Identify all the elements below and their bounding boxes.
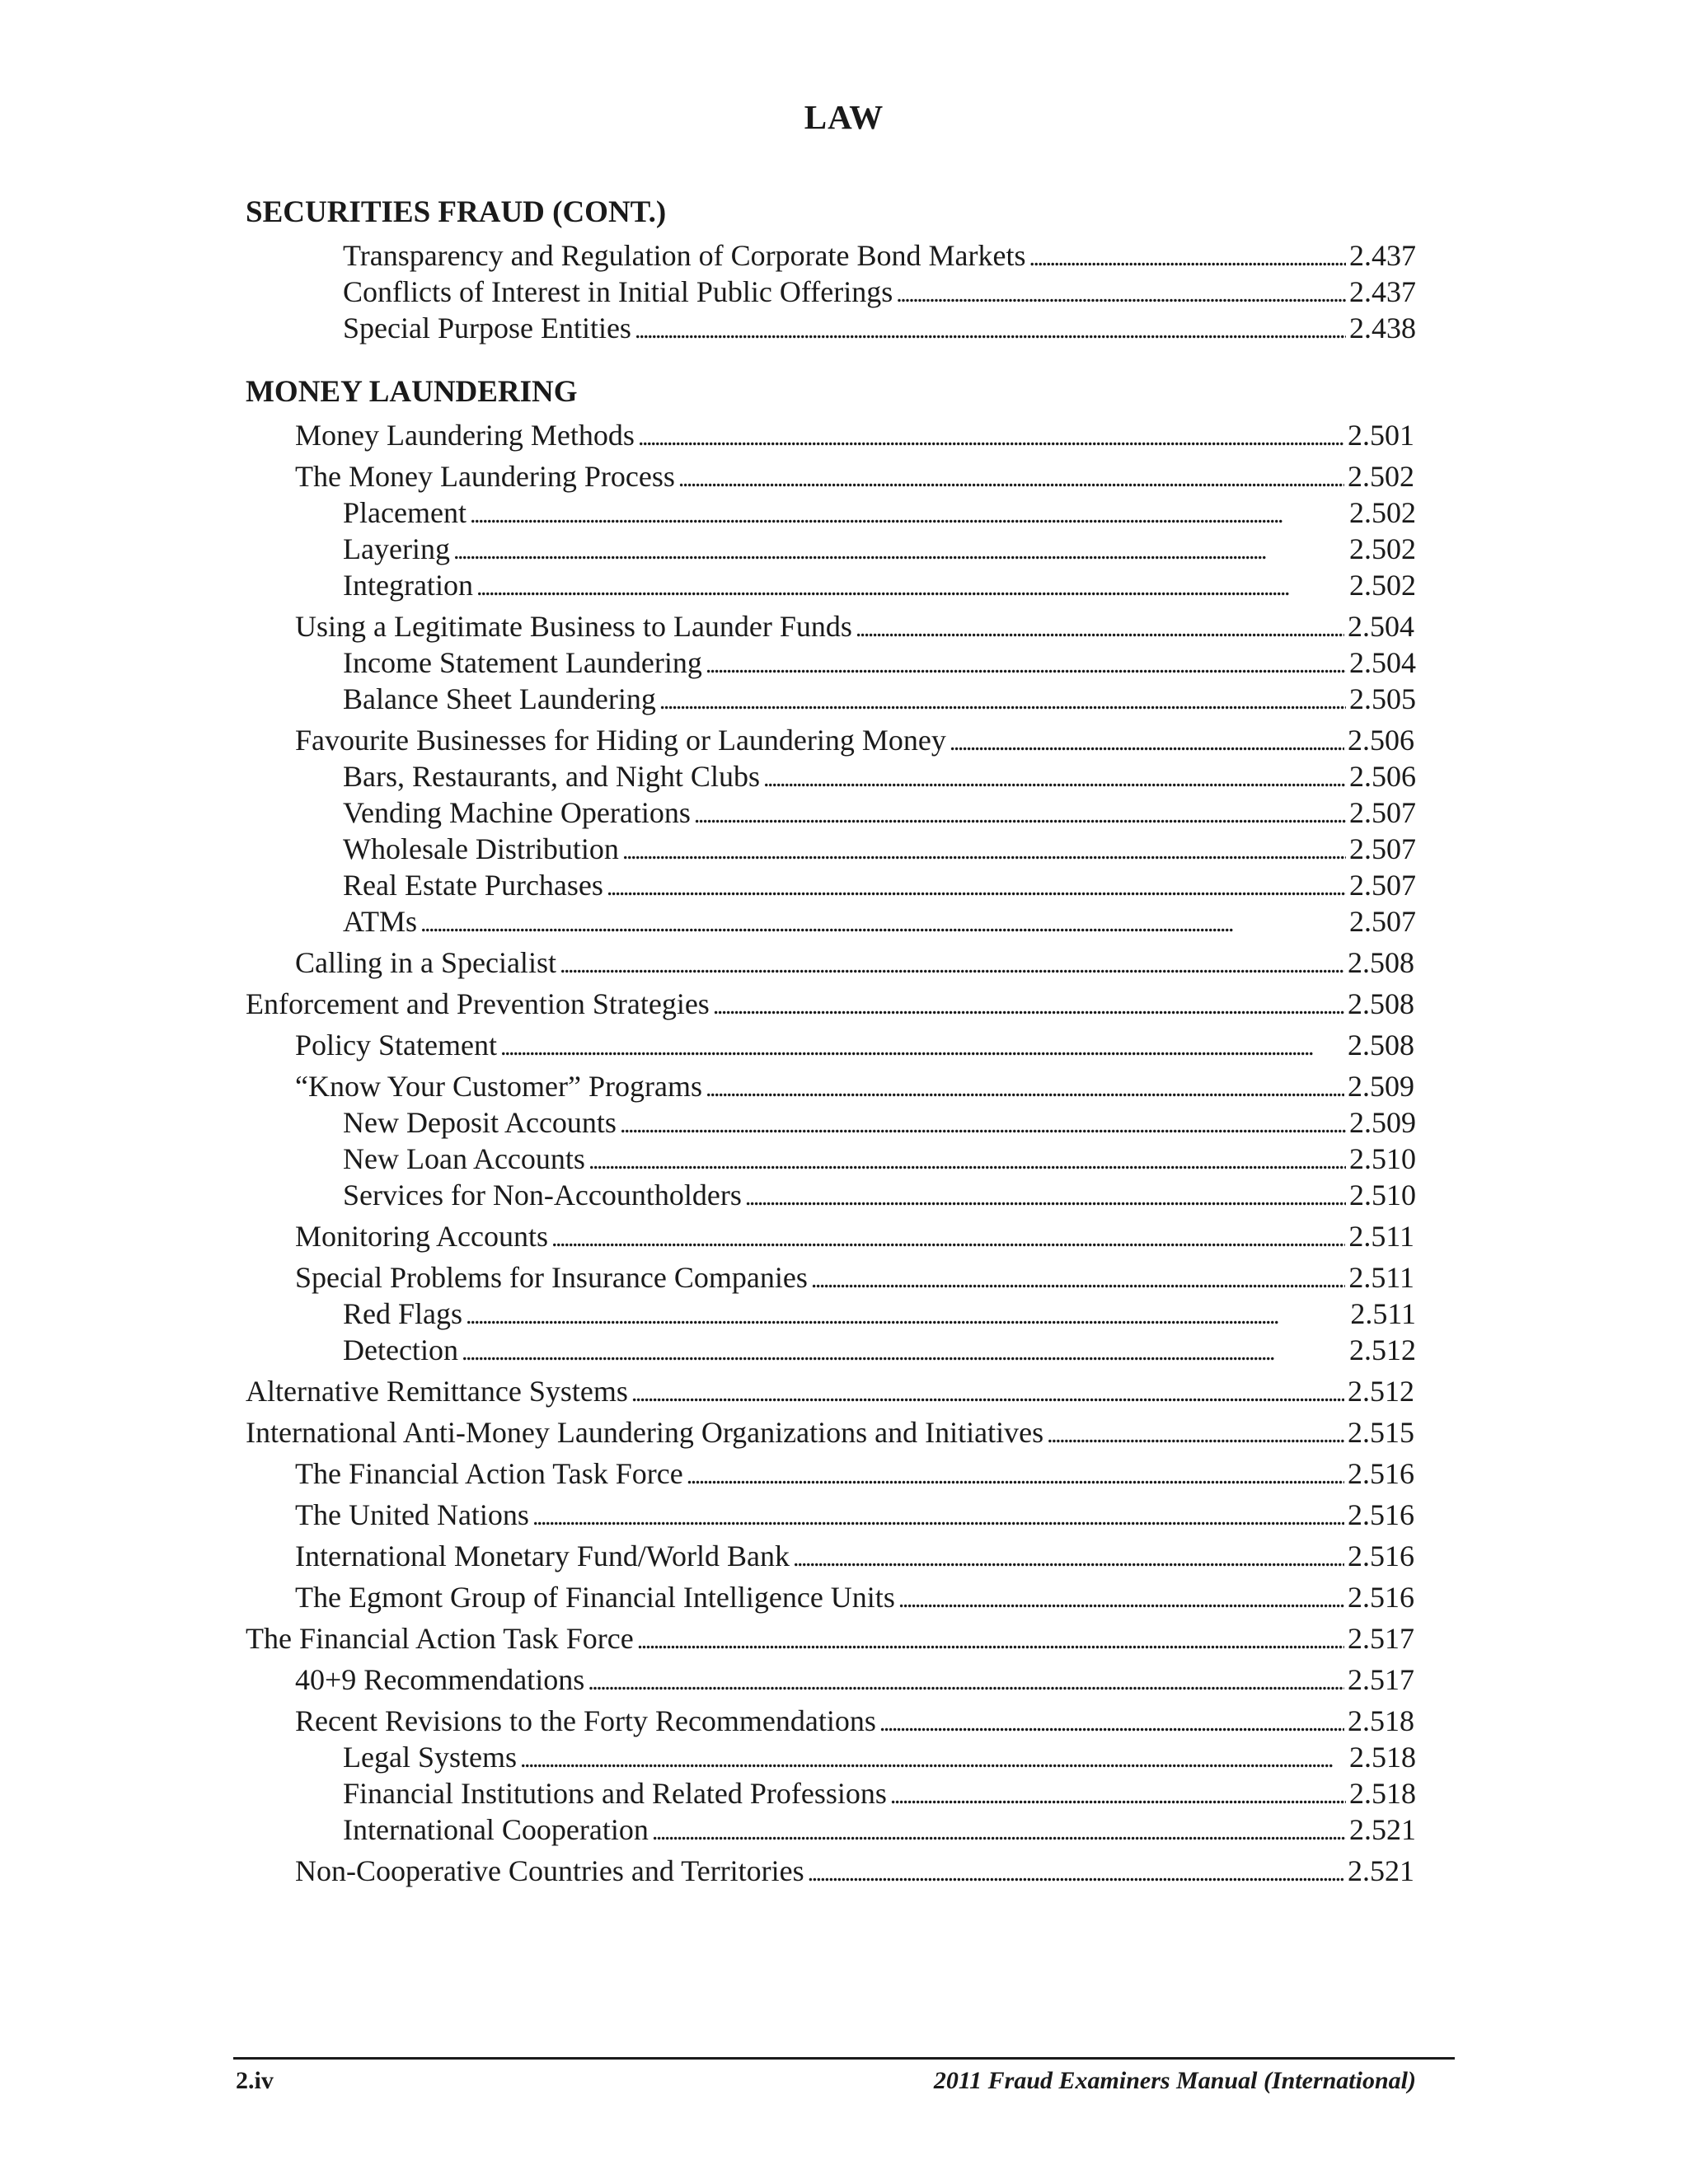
toc-entry-page: 2.518 — [1348, 1704, 1414, 1737]
footer-page-number: 2.iv — [236, 2067, 274, 2094]
toc-entry[interactable] — [295, 458, 1414, 494]
toc-entry-page: 2.521 — [1349, 1813, 1416, 1846]
toc-entry-page: 2.507 — [1349, 905, 1416, 938]
dot-leader — [551, 1218, 1345, 1257]
toc-entry[interactable] — [343, 531, 1414, 567]
toc-entry-page: 2.515 — [1348, 1416, 1414, 1449]
dot-leader — [462, 1332, 1346, 1371]
toc-entry[interactable] — [295, 1455, 1414, 1492]
toc-entry-page: 2.512 — [1348, 1375, 1414, 1408]
dot-leader — [898, 1579, 1344, 1618]
toc-entry-page: 2.502 — [1349, 569, 1416, 602]
footer-manual-title: 2011 Fraud Examiners Manual (International) — [933, 2067, 1416, 2094]
toc-entry[interactable] — [343, 310, 1414, 346]
toc-entry[interactable] — [295, 722, 1414, 758]
footer-divider — [233, 2057, 1455, 2060]
toc-entry-page: 2.516 — [1348, 1498, 1414, 1531]
toc-entry[interactable] — [343, 1141, 1414, 1177]
dot-leader — [687, 1455, 1344, 1494]
toc-entry-title: International Cooperation — [343, 1813, 649, 1846]
toc-entry-page: 2.509 — [1348, 1070, 1414, 1103]
dot-leader — [637, 1620, 1344, 1659]
toc-entry-page: 2.505 — [1349, 682, 1416, 715]
toc-entry-page: 2.506 — [1349, 760, 1416, 793]
toc-entry[interactable] — [295, 1027, 1414, 1063]
toc-entry-title: Legal Systems — [343, 1741, 517, 1774]
toc-entry-title: “Know Your Customer” Programs — [295, 1070, 702, 1103]
toc-entry-page: 2.510 — [1349, 1142, 1416, 1175]
dot-leader — [652, 1811, 1346, 1850]
toc-entry-page: 2.518 — [1349, 1741, 1416, 1774]
dot-leader — [896, 274, 1346, 312]
dot-leader — [622, 831, 1346, 869]
toc-entry-title: Detection — [343, 1333, 458, 1366]
toc-entry[interactable] — [295, 1853, 1414, 1889]
dot-leader — [1047, 1414, 1344, 1453]
toc-entry-page: 2.518 — [1349, 1777, 1416, 1810]
toc-entry[interactable] — [295, 1703, 1414, 1739]
dot-leader — [638, 417, 1344, 456]
toc-entry[interactable] — [343, 567, 1414, 603]
toc-entry[interactable] — [343, 1811, 1414, 1848]
toc-entry-title: Money Laundering Methods — [295, 419, 635, 452]
dot-leader — [607, 867, 1346, 906]
page-title: LAW — [804, 98, 884, 136]
dot-leader — [1029, 237, 1347, 276]
dot-leader — [763, 758, 1346, 797]
toc-entry-title: The Financial Action Task Force — [246, 1622, 634, 1655]
toc-entry[interactable] — [343, 867, 1414, 903]
dot-leader — [678, 458, 1344, 497]
toc-entry-page: 2.437 — [1349, 275, 1416, 308]
toc-entry[interactable] — [343, 274, 1414, 310]
toc-entry-title: Vending Machine Operations — [343, 796, 691, 829]
toc-entry-title: The Egmont Group of Financial Intelligence Units — [295, 1581, 895, 1614]
toc-entry-page: 2.506 — [1348, 724, 1414, 757]
dot-leader — [890, 1775, 1346, 1814]
toc-entry[interactable] — [343, 1775, 1414, 1811]
toc-entry-title: International Anti-Money Laundering Organizations and Initiatives — [246, 1416, 1044, 1449]
toc-entry-page: 2.511 — [1348, 1261, 1414, 1294]
toc-entry-page: 2.502 — [1349, 532, 1416, 565]
dot-leader — [950, 722, 1344, 761]
toc-entry[interactable] — [343, 794, 1414, 831]
toc-entry-title: The Financial Action Task Force — [295, 1457, 683, 1490]
toc-entry-title: Conflicts of Interest in Initial Public Offerings — [343, 275, 893, 308]
toc-entry-page: 2.511 — [1350, 1297, 1416, 1330]
toc-entry-title: Layering — [343, 532, 450, 565]
toc-entry-title: Non-Cooperative Countries and Territories — [295, 1854, 804, 1887]
dot-leader — [659, 681, 1346, 719]
toc-entry-page: 2.517 — [1348, 1663, 1414, 1696]
toc-entry-page: 2.438 — [1349, 312, 1416, 344]
toc-entry-page: 2.501 — [1348, 419, 1414, 452]
toc-entry[interactable] — [343, 1332, 1414, 1368]
toc-entry-page: 2.508 — [1348, 987, 1414, 1020]
dot-leader — [694, 794, 1346, 833]
toc-entry[interactable] — [295, 608, 1414, 644]
toc-entry-title: Using a Legitimate Business to Launder Funds — [295, 610, 852, 643]
dot-leader — [706, 1068, 1344, 1107]
toc-entry-title: Integration — [343, 569, 473, 602]
dot-leader — [745, 1177, 1346, 1216]
toc-entry[interactable] — [343, 1177, 1414, 1213]
dot-leader — [811, 1259, 1345, 1298]
dot-leader — [793, 1538, 1344, 1577]
toc-entry-title: Transparency and Regulation of Corporate Bond Markets — [343, 239, 1026, 272]
toc-entry-page: 2.517 — [1348, 1622, 1414, 1655]
toc-entry[interactable] — [343, 644, 1414, 681]
toc-entry-title: Enforcement and Prevention Strategies — [246, 987, 710, 1020]
toc-entry[interactable] — [343, 494, 1414, 531]
dot-leader — [476, 567, 1346, 606]
toc-entry-title: Services for Non-Accountholders — [343, 1179, 742, 1212]
dot-leader — [588, 1141, 1346, 1179]
dot-leader — [620, 1104, 1346, 1143]
dot-leader — [808, 1853, 1344, 1891]
toc-entry-page: 2.504 — [1349, 646, 1416, 679]
toc-entry-title: Income Statement Laundering — [343, 646, 702, 679]
dot-leader — [856, 608, 1344, 647]
toc-entry-page: 2.509 — [1349, 1106, 1416, 1139]
toc-entry-title: Recent Revisions to the Forty Recommendations — [295, 1704, 876, 1737]
toc-entry-page: 2.507 — [1349, 796, 1416, 829]
section-heading: SECURITIES FRAUD (CONT.) — [246, 195, 667, 229]
toc-entry[interactable] — [295, 1579, 1414, 1615]
toc-entry-title: Monitoring Accounts — [295, 1220, 548, 1253]
dot-leader — [631, 1373, 1344, 1412]
toc-entry-title: Placement — [343, 496, 467, 529]
toc-entry-page: 2.437 — [1349, 239, 1416, 272]
toc-entry[interactable] — [343, 1739, 1414, 1775]
toc-entry-title: Balance Sheet Laundering — [343, 682, 656, 715]
toc-entry[interactable] — [343, 758, 1414, 794]
dot-leader — [500, 1027, 1344, 1066]
dot-leader — [453, 531, 1346, 569]
toc-entry-page: 2.512 — [1349, 1333, 1416, 1366]
toc-entry-title: ATMs — [343, 905, 418, 938]
dot-leader — [713, 986, 1344, 1024]
toc-entry-page: 2.508 — [1348, 946, 1414, 979]
toc-entry-title: The United Nations — [295, 1498, 529, 1531]
toc-entry-page: 2.507 — [1349, 832, 1416, 865]
toc-entry[interactable] — [343, 903, 1414, 940]
toc-entry-title: Alternative Remittance Systems — [246, 1375, 628, 1408]
toc-entry[interactable] — [343, 831, 1414, 867]
toc-entry-title: Bars, Restaurants, and Night Clubs — [343, 760, 760, 793]
toc-entry[interactable] — [295, 1259, 1414, 1296]
toc-entry[interactable] — [295, 944, 1414, 981]
toc-entry[interactable] — [246, 1373, 1414, 1409]
toc-entry-title: New Loan Accounts — [343, 1142, 585, 1175]
dot-leader — [588, 1661, 1344, 1700]
toc-entry[interactable] — [343, 1104, 1414, 1141]
toc-entry[interactable] — [246, 1620, 1414, 1657]
toc-entry[interactable] — [343, 1296, 1414, 1332]
toc-entry-page: 2.508 — [1348, 1029, 1414, 1062]
dot-leader — [420, 903, 1346, 942]
toc-entry-page: 2.507 — [1349, 869, 1416, 902]
toc-entry-page: 2.516 — [1348, 1540, 1414, 1572]
dot-leader — [466, 1296, 1347, 1334]
toc-entry-page: 2.510 — [1349, 1179, 1416, 1212]
dot-leader — [560, 944, 1344, 983]
toc-entry-title: Special Purpose Entities — [343, 312, 631, 344]
dot-leader — [520, 1739, 1346, 1778]
toc-entry[interactable] — [295, 1538, 1414, 1574]
toc-entry-title: New Deposit Accounts — [343, 1106, 617, 1139]
toc-entry-page: 2.511 — [1348, 1220, 1414, 1253]
toc-entry-page: 2.504 — [1348, 610, 1414, 643]
section-heading: MONEY LAUNDERING — [246, 375, 578, 409]
toc-entry-title: Red Flags — [343, 1297, 463, 1330]
toc-entry-title: Special Problems for Insurance Companies — [295, 1261, 808, 1294]
dot-leader — [470, 494, 1346, 533]
toc-entry[interactable] — [295, 1497, 1414, 1533]
toc-entry-title: Wholesale Distribution — [343, 832, 619, 865]
toc-entry[interactable] — [295, 1068, 1414, 1104]
dot-leader — [706, 644, 1346, 683]
dot-leader — [879, 1703, 1344, 1741]
dot-leader — [532, 1497, 1344, 1535]
toc-entry-page: 2.516 — [1348, 1581, 1414, 1614]
toc-entry-title: Financial Institutions and Related Professions — [343, 1777, 887, 1810]
toc-entry[interactable] — [343, 681, 1414, 717]
toc-entry-title: Calling in a Specialist — [295, 946, 556, 979]
toc-entry[interactable] — [295, 1218, 1414, 1254]
toc-entry-page: 2.516 — [1348, 1457, 1414, 1490]
toc-entry-page: 2.502 — [1349, 496, 1416, 529]
toc-entry[interactable] — [295, 417, 1414, 453]
toc-entry-title: 40+9 Recommendations — [295, 1663, 585, 1696]
toc-entry[interactable] — [295, 1661, 1414, 1698]
dot-leader — [635, 310, 1346, 349]
toc-entry-title: Favourite Businesses for Hiding or Laundering Money — [295, 724, 946, 757]
toc-entry-page: 2.521 — [1348, 1854, 1414, 1887]
toc-entry-title: The Money Laundering Process — [295, 460, 675, 493]
toc-entry-title: Policy Statement — [295, 1029, 497, 1062]
toc-entry[interactable] — [246, 986, 1414, 1022]
toc-entry-page: 2.502 — [1348, 460, 1414, 493]
toc-entry[interactable] — [343, 237, 1414, 274]
toc-entry-title: Real Estate Purchases — [343, 869, 603, 902]
toc-entry[interactable] — [246, 1414, 1414, 1451]
toc-entry-title: International Monetary Fund/World Bank — [295, 1540, 790, 1572]
